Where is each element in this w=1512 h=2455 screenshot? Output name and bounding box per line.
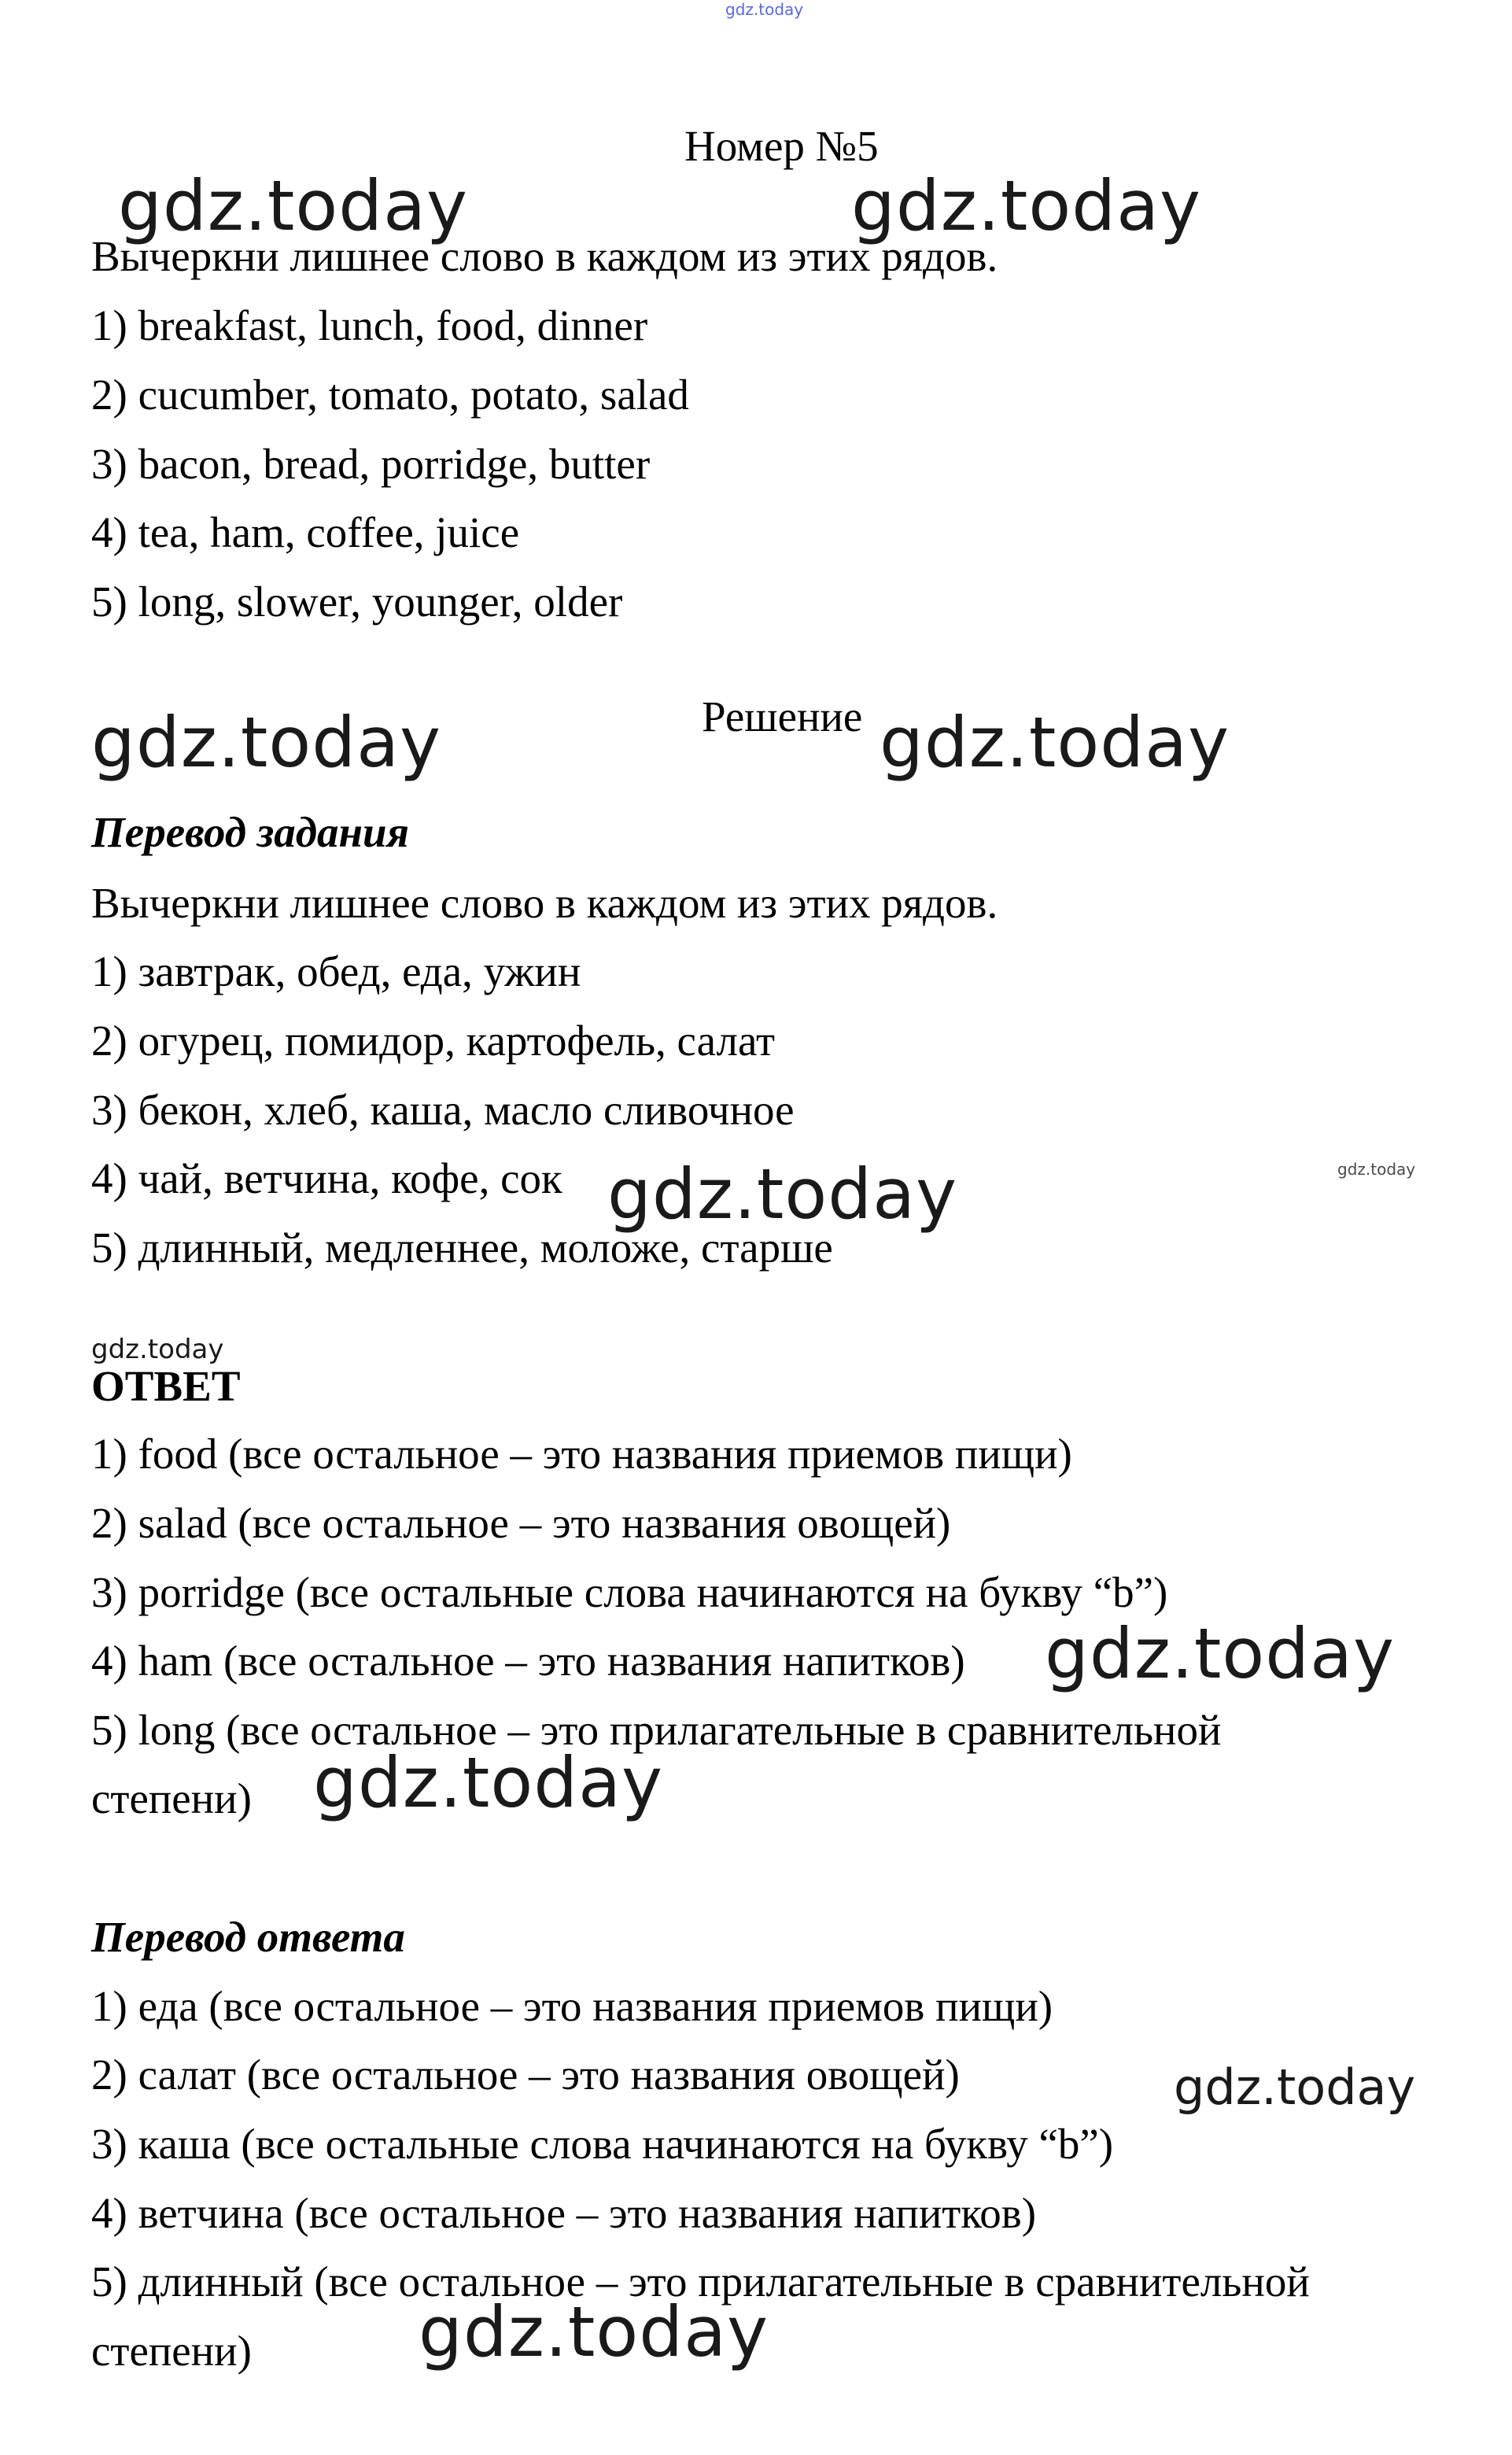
answer-item: 4) ham (все остальное – это названия напитков) <box>91 1637 965 1685</box>
answer-translation-item-continuation: степени) <box>91 2327 252 2375</box>
task-translation-item: 4) чай, ветчина, кофе, сок <box>91 1154 562 1202</box>
task-translation-instruction: Вычеркни лишнее слово в каждом из этих рядов. <box>91 879 998 927</box>
watermark: gdz.today <box>880 702 1230 783</box>
answer-item-continuation: степени) <box>91 1774 252 1822</box>
task-translation-item: 1) завтрак, обед, еда, ужин <box>91 947 581 995</box>
answer-translation-item: 4) ветчина (все остальное – это названия напитков) <box>91 2189 1037 2237</box>
watermark: gdz.today <box>725 0 804 19</box>
watermark: gdz.today <box>851 165 1202 246</box>
answer-translation-item: 2) салат (все остальное – это названия овощей) <box>91 2051 960 2099</box>
task-item: 4) tea, ham, coffee, juice <box>91 508 520 556</box>
watermark: gdz.today <box>1045 1613 1396 1694</box>
task-translation-title: Перевод задания <box>91 808 409 856</box>
answer-item: 1) food (все остальное – это названия приемов пищи) <box>91 1430 1072 1478</box>
watermark: gdz.today <box>607 1154 958 1235</box>
answer-translation-item: 3) каша (все остальные слова начинаются на букву “b”) <box>91 2120 1114 2168</box>
answer-item: 2) salad (все остальное – это названия овощей) <box>91 1499 951 1547</box>
task-translation-item: 5) длинный, медленнее, моложе, старше <box>91 1224 833 1272</box>
answer-title: ОТВЕТ <box>91 1362 241 1410</box>
answer-translation-title: Перевод ответа <box>91 1913 405 1961</box>
watermark: gdz.today <box>419 2291 769 2372</box>
watermark: gdz.today <box>313 1742 664 1823</box>
answer-item: 3) porridge (все остальные слова начинаются на букву “b”) <box>91 1568 1168 1616</box>
watermark: gdz.today <box>118 165 469 246</box>
task-item: 1) breakfast, lunch, food, dinner <box>91 301 648 349</box>
task-item: 5) long, slower, younger, older <box>91 578 623 626</box>
task-instruction: Вычеркни лишнее слово в каждом из этих рядов. <box>91 232 998 280</box>
task-translation-item: 3) бекон, хлеб, каша, масло сливочное <box>91 1086 795 1134</box>
watermark: gdz.today <box>1174 2058 1416 2116</box>
watermark: gdz.today <box>91 1334 224 1365</box>
solution-heading: Решение <box>702 692 863 740</box>
task-item: 2) cucumber, tomato, potato, salad <box>91 371 689 419</box>
answer-translation-item: 1) еда (все остальное – это названия приемов пищи) <box>91 1982 1053 2030</box>
answer-translation-item: 5) длинный (все остальное – это прилагательные в сравнительной <box>91 2257 1310 2305</box>
answer-item: 5) long (все остальное – это прилагательные в сравнительной <box>91 1706 1222 1754</box>
page-title: Номер №5 <box>684 122 879 170</box>
task-translation-item: 2) огурец, помидор, картофель, салат <box>91 1017 775 1065</box>
watermark: gdz.today <box>1337 1160 1416 1179</box>
task-item: 3) bacon, bread, porridge, butter <box>91 440 651 488</box>
watermark: gdz.today <box>91 702 442 783</box>
